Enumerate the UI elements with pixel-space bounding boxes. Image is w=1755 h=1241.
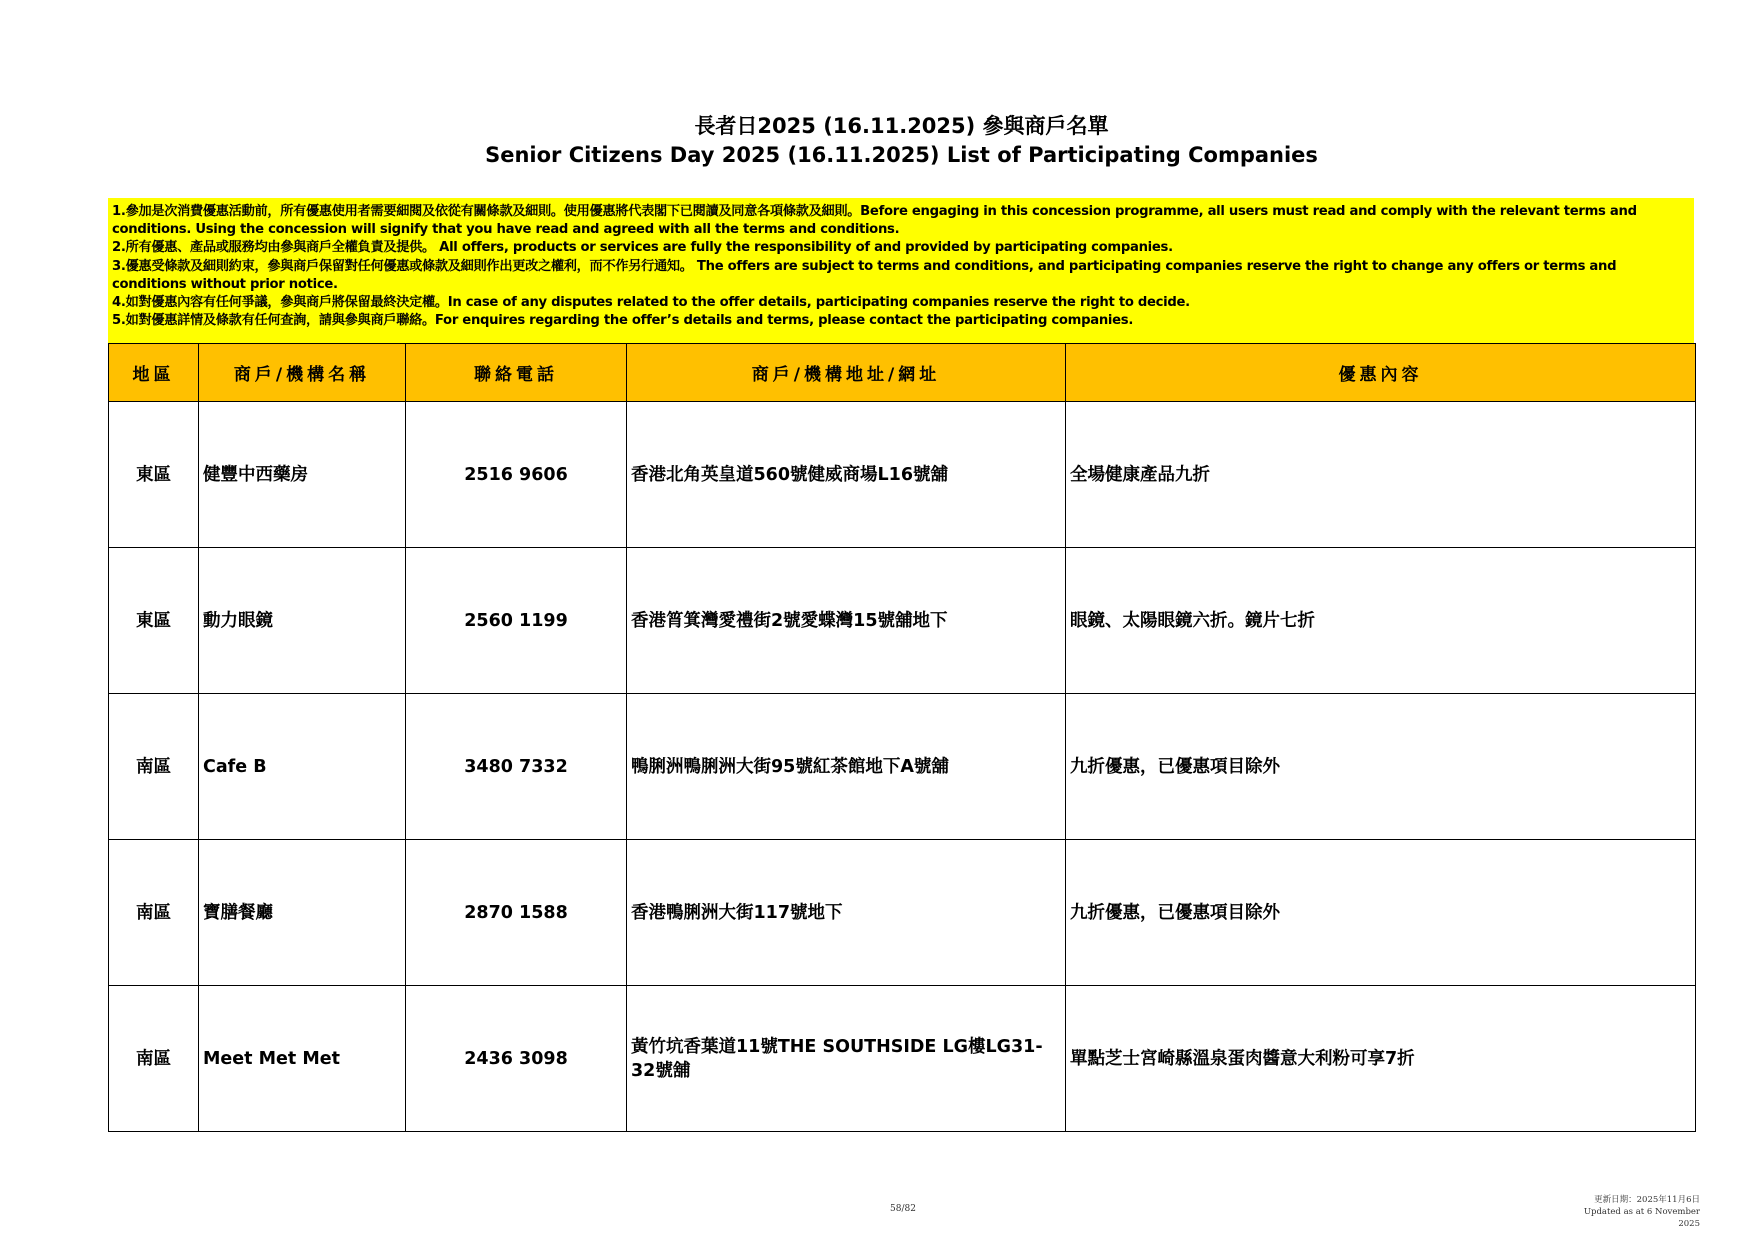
header-district: 地區 xyxy=(109,344,199,402)
page-number: 58/82 xyxy=(890,1204,916,1214)
cell-district: 南區 xyxy=(109,986,199,1132)
note-3: 3.優惠受條款及細則約束，參與商戶保留對任何優惠或條款及細則作出更改之權利，而不作另行通知。 The offers are subject to terms and conditions, and participating companies reserve the right to change any offers or terms and conditions without prior notice. xyxy=(112,258,1617,292)
title-block xyxy=(0,112,1755,170)
table-row xyxy=(109,986,1696,1132)
cell-phone: 2436 3098 xyxy=(406,986,627,1132)
companies-table xyxy=(108,343,1696,1132)
header-company-name: 商戶/機構名稱 xyxy=(199,344,406,402)
cell-offer: 全場健康產品九折 xyxy=(1066,402,1696,548)
header-offer: 優惠內容 xyxy=(1066,344,1696,402)
updated-date-en: Updated as at 6 November 2025 xyxy=(1583,1207,1700,1229)
cell-offer: 眼鏡、太陽眼鏡六折。鏡片七折 xyxy=(1066,548,1696,694)
cell-company-name: 動力眼鏡 xyxy=(199,548,406,694)
cell-district: 南區 xyxy=(109,840,199,986)
cell-district: 南區 xyxy=(109,694,199,840)
cell-address: 香港北角英皇道560號健威商場L16號舖 xyxy=(627,402,1066,548)
cell-address: 鴨脷洲鴨脷洲大街95號紅茶館地下A號舖 xyxy=(627,694,1066,840)
note-1: 1.參加是次消費優惠活動前，所有優惠使用者需要細閱及依從有關條款及細則。使用優惠將代表閣下已閱讀及同意各項條款及細則。Before engaging in this concession programme, all users must read and comply with the relevant terms and conditions. Using the concession will signify that you have read and agreed with all the terms and conditions. xyxy=(112,204,1637,238)
cell-phone: 2516 9606 xyxy=(406,402,627,548)
cell-address: 黃竹坑香葉道11號THE SOUTHSIDE LG樓LG31-32號舖 xyxy=(627,986,1066,1132)
cell-company-name: Meet Met Met xyxy=(199,986,406,1132)
cell-address: 香港鴨脷洲大街117號地下 xyxy=(627,840,1066,986)
note-4: 4.如對優惠內容有任何爭議，參與商戶將保留最終決定權。In case of any disputes related to the offer details, participating companies reserve the right to decide. xyxy=(112,295,1190,311)
cell-offer: 九折優惠，已優惠項目除外 xyxy=(1066,840,1696,986)
cell-phone: 2560 1199 xyxy=(406,548,627,694)
table-row xyxy=(109,402,1696,548)
cell-company-name: 健豐中西藥房 xyxy=(199,402,406,548)
cell-company-name: 寶膳餐廳 xyxy=(199,840,406,986)
note-2: 2.所有優惠、產品或服務均由參與商戶全權負責及提供。 All offers, products or services are fully the responsibility of and provided by participating companies. xyxy=(112,240,1173,256)
note-5: 5.如對優惠詳情及條款有任何查詢，請與參與商戶聯絡。For enquires regarding the offer’s details and terms, please contact the participating companies. xyxy=(112,313,1134,329)
header-address: 商戶/機構地址/網址 xyxy=(627,344,1066,402)
cell-phone: 2870 1588 xyxy=(406,840,627,986)
cell-district: 東區 xyxy=(109,548,199,694)
cell-phone: 3480 7332 xyxy=(406,694,627,840)
updated-date xyxy=(1560,1194,1700,1230)
terms-notes xyxy=(108,198,1694,343)
table-row xyxy=(109,548,1696,694)
title-english: Senior Citizens Day 2025 (16.11.2025) List of Participating Companies xyxy=(485,143,1318,167)
table-row xyxy=(109,694,1696,840)
title-chinese: 長者日2025 (16.11.2025) 參與商戶名單 xyxy=(694,114,1109,138)
cell-district: 東區 xyxy=(109,402,199,548)
updated-date-zh: 更新日期：2025年11月6日 xyxy=(1594,1195,1700,1205)
cell-offer: 九折優惠，已優惠項目除外 xyxy=(1066,694,1696,840)
cell-company-name: Cafe B xyxy=(199,694,406,840)
header-phone: 聯絡電話 xyxy=(406,344,627,402)
table-header-row xyxy=(109,344,1696,402)
cell-address: 香港筲箕灣愛禮街2號愛蝶灣15號舖地下 xyxy=(627,548,1066,694)
table-row xyxy=(109,840,1696,986)
cell-offer: 單點芝士宮崎縣溫泉蛋肉醬意大利粉可享7折 xyxy=(1066,986,1696,1132)
